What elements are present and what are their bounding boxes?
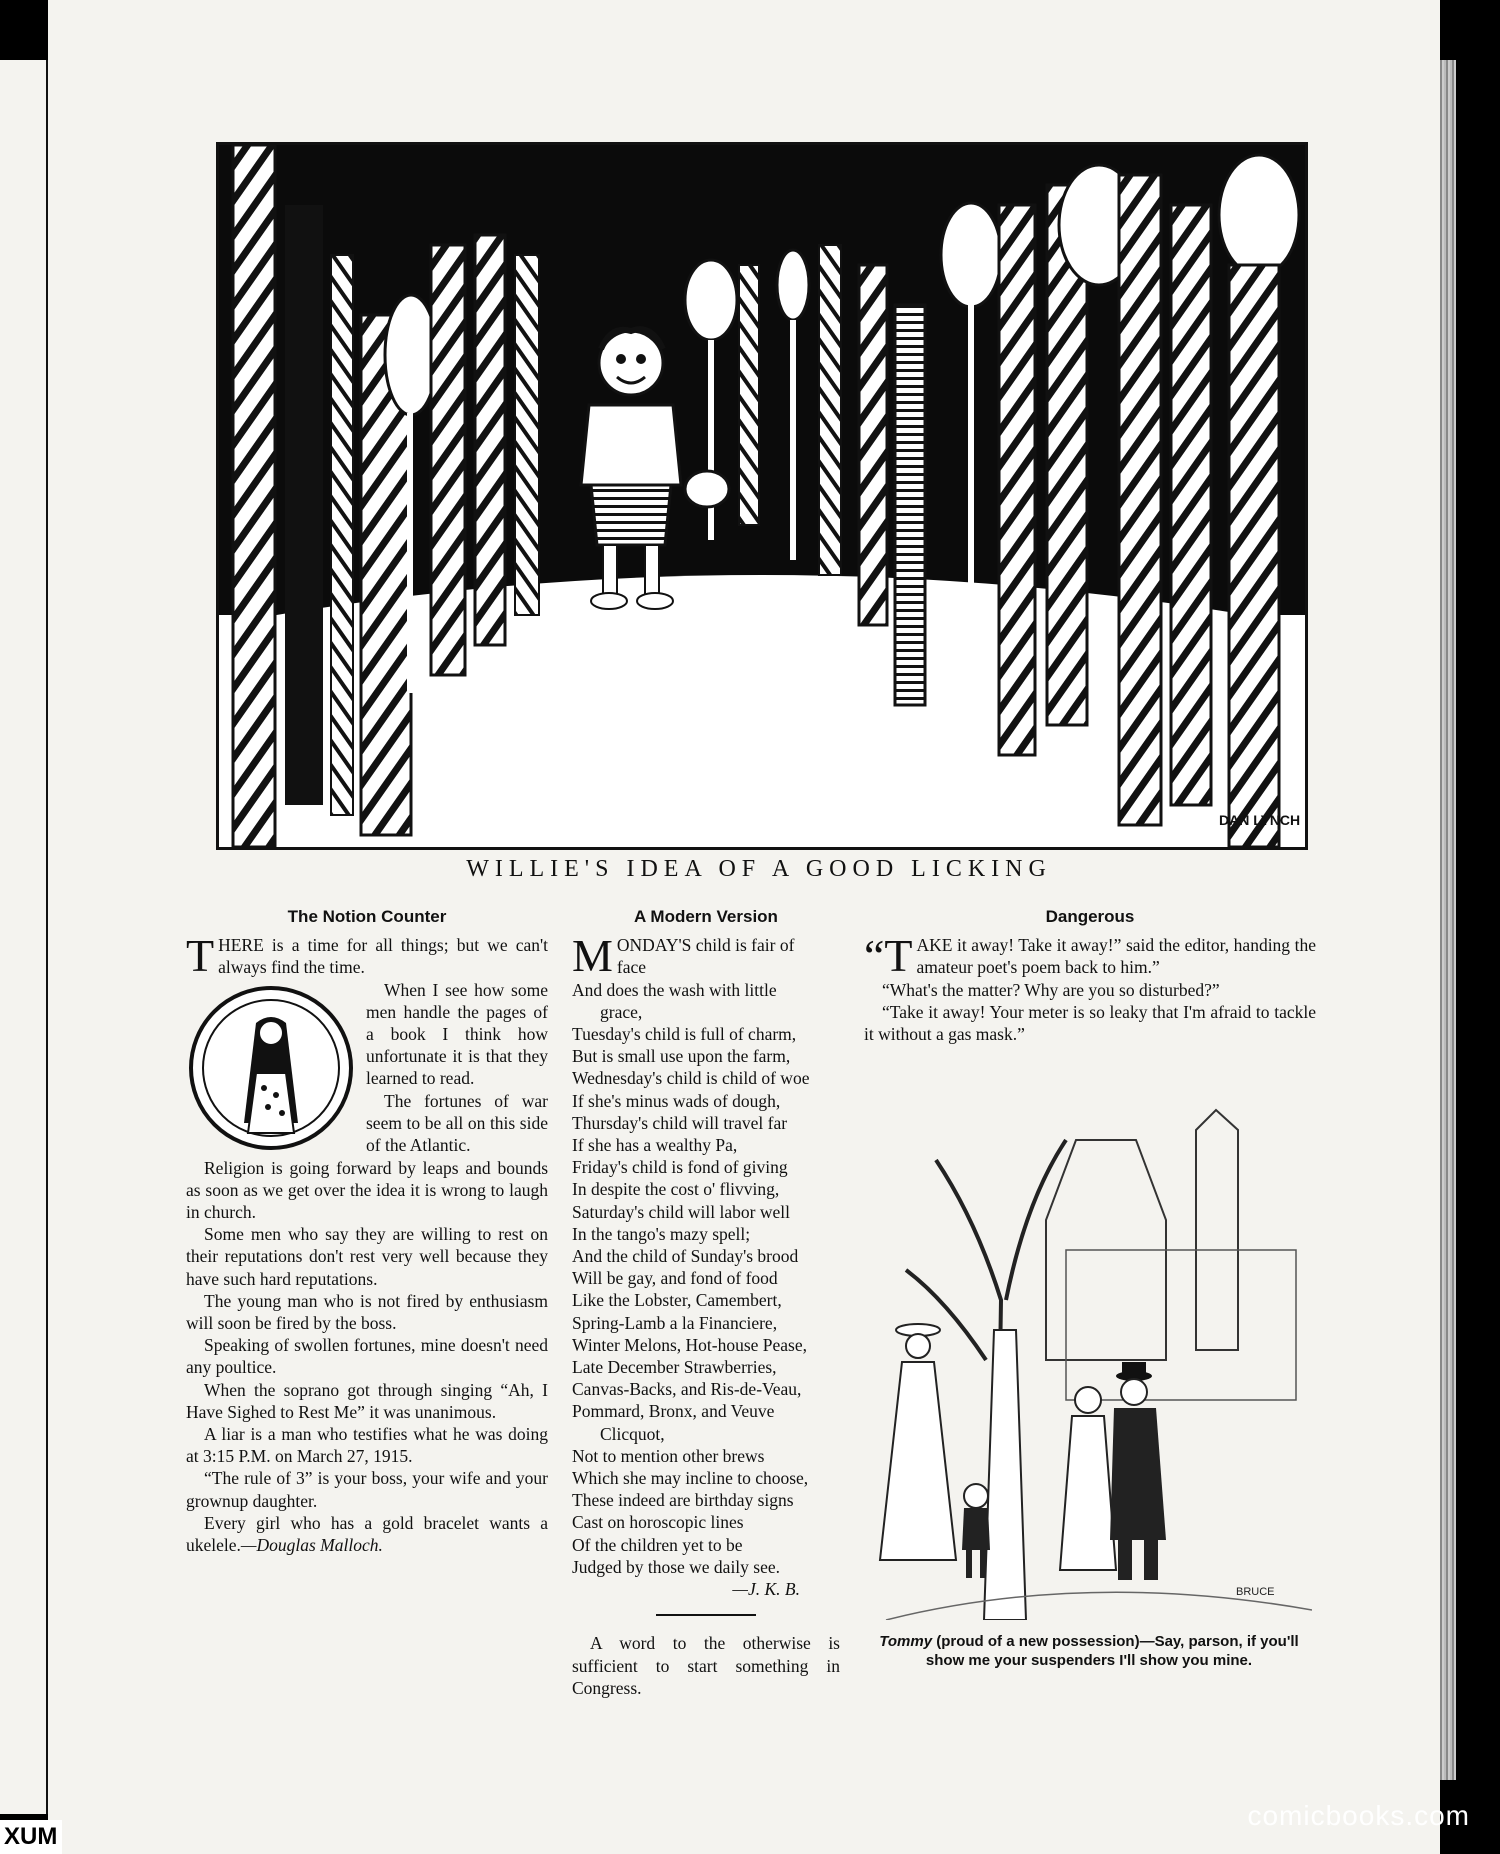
dangerous-dropcap: “T <box>864 930 913 982</box>
notion-paragraph: A liar is a man who testifies what he was doing at 3:15 P.M. on March 27, 1915. <box>186 1424 548 1467</box>
poem-line: Like the Lobster, Camembert, <box>572 1290 782 1311</box>
dangerous-title: Dangerous <box>1045 907 1135 926</box>
modern-version-poem <box>572 930 840 1578</box>
poem-line: Not to mention other brews <box>572 1445 765 1466</box>
poem-line: Winter Melons, Hot-house Pease, <box>572 1334 808 1355</box>
church-yard-cartoon <box>866 1100 1312 1620</box>
poem-line: Late December Strawberries, <box>572 1357 777 1378</box>
dangerous-paragraph: “Take it away! Your meter is so leaky that I'm afraid to tackle it without a gas mask.” <box>864 1001 1316 1045</box>
notion-paragraph: THERE is a time for all things; but we can't always find the time. <box>186 930 548 982</box>
dangerous-paragraph: “TAKE it away! Take it away!” said the editor, handing the amateur poet's poem back to him.” <box>864 930 1316 982</box>
poem-line: Friday's child is fond of giving <box>572 1157 788 1178</box>
poem-line: Which she may incline to choose, <box>572 1468 809 1489</box>
congress-quip: A word to the otherwise is sufficient to start something in Congress. <box>572 1633 840 1698</box>
poem-line: But is small use upon the farm, <box>572 1046 791 1067</box>
poem-line: grace, <box>600 1001 643 1022</box>
poem-line: In the tango's mazy spell; <box>572 1223 751 1244</box>
notion-author: —Douglas Malloch. <box>240 1535 383 1556</box>
dangerous-column <box>864 906 1316 1045</box>
illustration-signature: DAN LYNCH <box>1219 812 1301 828</box>
cartoon-caption-name: Tommy <box>879 1633 933 1650</box>
poem-line: Cast on horoscopic lines <box>572 1512 744 1533</box>
facing-page-edge <box>0 60 49 1814</box>
poem-line: Judged by those we daily see. <box>572 1556 781 1577</box>
notion-dropcap: T <box>186 930 215 982</box>
modern-version-column <box>572 906 840 1699</box>
notion-paragraph: Some men who say they are willing to rest on their reputations don't rest very well because they have such hard reputations. <box>186 1224 548 1289</box>
notion-counter-title: The Notion Counter <box>287 907 447 926</box>
notion-paragraph: Speaking of swollen fortunes, mine doesn't need any poultice. <box>186 1335 548 1378</box>
poem-line: And the child of Sunday's brood <box>572 1246 799 1267</box>
notion-paragraph: Every girl who has a gold bracelet wants a ukelele.—Douglas Malloch. <box>186 1512 548 1556</box>
poem-line: And does the wash with little <box>572 979 777 1000</box>
poem-line: If she's minus wads of dough, <box>572 1090 781 1111</box>
poem-line: Saturday's child will labor well <box>572 1201 790 1222</box>
cartoon-caption: Tommy (proud of a new possession)—Say, parson, if you'll show me your suspenders I'll show you mine. <box>879 1633 1299 1669</box>
section-divider <box>656 1614 756 1616</box>
notion-paragraph: When the soprano got through singing “Ah, I Have Sighed to Rest Me” it was unanimous. <box>186 1379 548 1422</box>
corner-label: XUM <box>0 1820 62 1854</box>
woman-medallion-illustration <box>186 983 356 1153</box>
notion-paragraph: “The rule of 3” is your boss, your wife and your grownup daughter. <box>186 1468 548 1511</box>
poem-line: Spring-Lamb a la Financiere, <box>572 1312 778 1333</box>
poem-line: ONDAY'S child is fair of <box>616 935 795 956</box>
book-page-stack <box>1438 60 1456 1780</box>
notion-paragraph: Religion is going forward by leaps and bounds as soon as we get over the idea it is wrong to laugh in church. <box>186 1157 548 1223</box>
illustration-caption: WILLIE'S IDEA OF A GOOD LICKING <box>466 856 1052 882</box>
poem-line: These indeed are birthday signs <box>572 1490 794 1511</box>
poem-line: Canvas-Backs, and Ris-de-Veau, <box>572 1379 802 1400</box>
poem-line: Clicquot, <box>600 1423 665 1444</box>
poem-line: Thursday's child will travel far <box>572 1112 788 1133</box>
notion-paragraph: The fortunes of war seem to be all on this side of the Atlantic. <box>366 1090 548 1156</box>
modern-dropcap: M <box>572 930 613 982</box>
poem-line: In despite the cost o' flivving, <box>572 1179 780 1200</box>
poem-line: Pommard, Bronx, and Veuve <box>572 1401 775 1422</box>
watermark-text: comicbooks.com <box>1247 1800 1470 1831</box>
notion-paragraph: When I see how some men handle the pages of a book I think how unfortunate it is that they learned to read. <box>366 979 548 1089</box>
poem-line: face <box>616 957 647 978</box>
candy-forest-drawing <box>219 145 1305 847</box>
dangerous-paragraph: “What's the matter? Why are you so disturbed?” <box>882 979 1220 1000</box>
poem-signature: —J. K. B. <box>732 1579 800 1600</box>
poem-line: Of the children yet to be <box>572 1534 743 1555</box>
poem-line: Tuesday's child is full of charm, <box>572 1024 797 1045</box>
poem-line: If she has a wealthy Pa, <box>572 1135 738 1156</box>
notion-counter-column <box>186 906 548 1556</box>
cartoon-signature: BRUCE <box>1236 1586 1275 1598</box>
poem-line: Will be gay, and fond of food <box>572 1268 778 1289</box>
poem-line: Wednesday's child is child of woe <box>572 1068 810 1089</box>
modern-version-title: A Modern Version <box>634 907 778 926</box>
candy-forest-illustration <box>216 142 1308 850</box>
notion-paragraph: The young man who is not fired by enthusiasm will soon be fired by the boss. <box>186 1290 548 1334</box>
